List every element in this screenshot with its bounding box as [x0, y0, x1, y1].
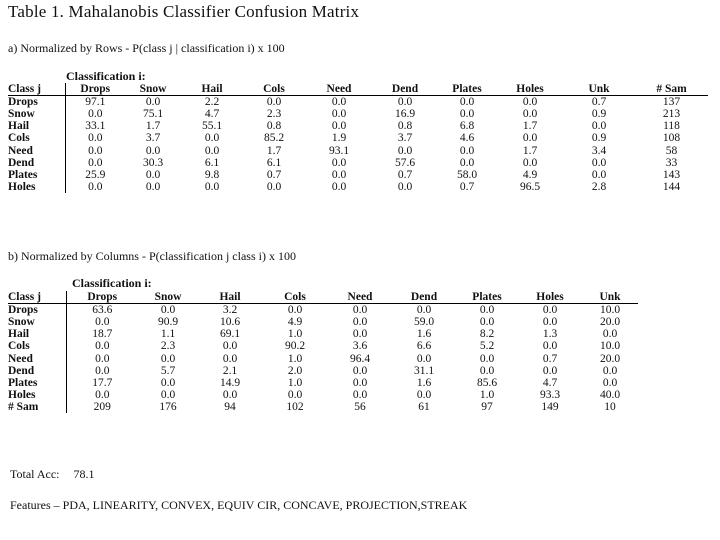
- matrix-a-cell: 4.6: [459, 132, 475, 145]
- matrix-b-cell: 0.0: [160, 352, 176, 365]
- matrix-b-cell: 1.0: [287, 328, 303, 341]
- matrix-a-cell: 0.0: [145, 144, 161, 157]
- matrix-b-cell: 0.0: [542, 364, 558, 377]
- matrix-a-row-label: Cols: [8, 132, 65, 144]
- matrix-b-column-header: Drops: [66, 291, 138, 304]
- matrix-a-column-header: Dend: [373, 83, 437, 96]
- matrix-a-cell: 33.1: [85, 120, 106, 133]
- matrix-b-cell: 18.7: [92, 328, 113, 341]
- matrix-b-cell: 209: [93, 400, 111, 413]
- matrix-a-cell: 0.0: [459, 156, 475, 169]
- matrix-a-cell: 0.9: [591, 108, 607, 121]
- matrix-a-cell: 0.0: [397, 96, 413, 109]
- matrix-b-cell: 0.0: [352, 316, 368, 329]
- matrix-b-cell: 0.0: [160, 304, 176, 317]
- matrix-a-cell: 0.0: [266, 96, 282, 109]
- matrix-b-cell: 0.0: [222, 388, 238, 401]
- matrix-a-cell: 0.7: [397, 168, 413, 181]
- matrix-a-table-row: [8, 157, 708, 169]
- matrix-a-cell: 0.0: [145, 168, 161, 181]
- matrix-b-cell: 0.0: [160, 376, 176, 389]
- matrix-a-cell: 0.0: [331, 180, 347, 193]
- matrix-a-cell: 0.9: [591, 132, 607, 145]
- matrix-a-cell: 0.0: [397, 144, 413, 157]
- matrix-a-cell: 137: [662, 96, 681, 109]
- matrix-b-table-row: [8, 401, 638, 413]
- matrix-a-cell: 2.8: [591, 180, 607, 193]
- matrix-a-cell: 1.7: [145, 120, 161, 133]
- matrix-b-table-row: [8, 365, 638, 377]
- matrix-b-cell: 3.2: [222, 304, 238, 317]
- matrix-b-cell: 20.0: [599, 316, 621, 329]
- matrix-b-class-j-header: Class j: [8, 291, 66, 304]
- matrix-a-cell: 0.0: [88, 144, 103, 157]
- matrix-a-cell: 0.0: [145, 180, 161, 193]
- matrix-b-cell: 176: [159, 400, 177, 413]
- matrix-b-cell: 5.2: [479, 340, 495, 353]
- matrix-b-cell: 17.7: [92, 376, 113, 389]
- total-accuracy: [10, 467, 94, 482]
- matrix-b-cell: 4.7: [542, 376, 558, 389]
- matrix-b-cell: 85.6: [476, 376, 498, 389]
- matrix-a-cell: 16.9: [394, 108, 416, 121]
- matrix-a-row-label: Hail: [8, 120, 65, 132]
- matrix-b-row-label: Drops: [8, 304, 66, 317]
- matrix-b-cell: 102: [286, 400, 304, 413]
- section-b-subtitle: b) Normalized by Columns - P(classification j class i) x 100: [8, 249, 296, 263]
- matrix-b-cell: 56: [354, 400, 366, 413]
- matrix-a-cell: 0.7: [459, 180, 475, 193]
- matrix-a-cell: 3.7: [397, 132, 413, 145]
- matrix-b-cell: 6.6: [416, 340, 432, 353]
- matrix-b-row-label: Cols: [8, 340, 66, 352]
- matrix-b-column-header: Dend: [392, 291, 456, 304]
- matrix-b-cell: 0.0: [602, 376, 618, 389]
- matrix-b-table-row: [8, 328, 638, 340]
- matrix-a-cell: 1.7: [522, 120, 538, 133]
- matrix-b-cell: 10.6: [219, 316, 241, 329]
- matrix-a-cell: 108: [662, 132, 681, 145]
- matrix-a-cell: 0.0: [522, 156, 538, 169]
- matrix-a-cell: 0.0: [88, 180, 103, 193]
- matrix-b-cell: 20.0: [599, 352, 621, 365]
- matrix-a-cell: 30.3: [142, 156, 164, 169]
- matrix-b-cell: 10.0: [599, 340, 621, 353]
- matrix-a-cell: 33: [665, 156, 678, 169]
- matrix-a-column-header: Drops: [65, 83, 125, 96]
- matrix-a-row-label: Dend: [8, 157, 65, 169]
- section-a-subtitle: a) Normalized by Rows - P(class j | classification i) x 100: [8, 41, 285, 55]
- matrix-b-column-header: Cols: [262, 291, 328, 304]
- matrix-b-cell: 10.0: [599, 304, 621, 317]
- matrix-b-cell: 0.0: [479, 352, 495, 365]
- matrix-a-cell: 213: [662, 108, 681, 121]
- matrix-b-row-label: # Sam: [8, 401, 66, 413]
- matrix-b-cell: 0.0: [352, 364, 368, 377]
- matrix-b-column-header: Hail: [198, 291, 262, 304]
- matrix-a-cell: 97.1: [85, 96, 106, 109]
- matrix-a-row-label: Plates: [8, 169, 65, 181]
- matrix-a-row-label: Snow: [8, 108, 65, 120]
- matrix-b-cell: 4.9: [287, 316, 303, 329]
- matrix-a-cell: 58.0: [456, 168, 478, 181]
- matrix-a-cell: 0.8: [397, 120, 413, 133]
- matrix-a-cell: 0.0: [522, 108, 538, 121]
- matrix-a-cell: 143: [662, 168, 681, 181]
- matrix-a-cell: 0.0: [331, 120, 347, 133]
- features-list: Features – PDA, LINEARITY, CONVEX, EQUIV CIR, CONCAVE, PROJECTION,STREAK: [10, 498, 468, 512]
- matrix-a-cell: 25.9: [85, 168, 106, 181]
- matrix-b-column-header: Snow: [138, 291, 198, 304]
- matrix-b-table-row: [8, 377, 638, 389]
- matrix-a-cell: 58: [665, 144, 678, 157]
- matrix-b-cell: 10: [604, 400, 616, 413]
- matrix-b-cell: 0.0: [602, 364, 618, 377]
- matrix-b-cell: 0.0: [95, 352, 110, 365]
- matrix-b-row-label: Hail: [8, 328, 66, 340]
- matrix-a-cell: 9.8: [204, 168, 220, 181]
- matrix-b-row-label: Plates: [8, 377, 66, 389]
- matrix-b-cell: 0.0: [95, 364, 110, 377]
- matrix-a-cell: 144: [662, 180, 681, 193]
- matrix-a-cell: 0.0: [331, 108, 347, 121]
- matrix-a-cell: 0.0: [522, 96, 538, 109]
- matrix-a-column-header: Holes: [497, 83, 563, 96]
- matrix-b-cell: 0.0: [352, 328, 368, 341]
- matrix-b-cell: 0.0: [95, 316, 110, 329]
- matrix-a-cell: 2.2: [204, 96, 220, 109]
- matrix-b-cell: 2.1: [222, 364, 238, 377]
- matrix-a-cell: 118: [663, 120, 680, 133]
- section-a-classification-label: Classification i:: [66, 69, 146, 83]
- matrix-a-column-header: # Sam: [635, 83, 708, 96]
- matrix-a-cell: 0.0: [459, 108, 475, 121]
- matrix-a-cell: 0.0: [88, 132, 103, 145]
- matrix-b-cell: 0.0: [542, 304, 558, 317]
- matrix-a-cell: 4.7: [204, 108, 220, 121]
- matrix-a-row-label: Need: [8, 144, 65, 156]
- matrix-b-cell: 63.6: [92, 304, 113, 317]
- matrix-a-cell: 0.0: [204, 132, 220, 145]
- matrix-a-cell: 1.9: [331, 132, 347, 145]
- matrix-b-cell: 0.0: [602, 328, 618, 341]
- matrix-a-cell: 55.1: [201, 120, 223, 133]
- matrix-b-cell: 1.0: [287, 376, 303, 389]
- matrix-b-cell: 0.0: [352, 376, 368, 389]
- matrix-a-cell: 0.0: [331, 96, 347, 109]
- matrix-a-column-header: Need: [305, 83, 373, 96]
- matrix-a-cell: 0.0: [459, 144, 475, 157]
- matrix-b-cell: 0.0: [416, 388, 432, 401]
- matrix-b-cell: 1.1: [160, 328, 176, 341]
- matrix-b-column-header: Plates: [456, 291, 518, 304]
- matrix-a-cell: 0.0: [522, 132, 538, 145]
- matrix-b-cell: 0.0: [287, 388, 303, 401]
- matrix-a-cell: 6.1: [204, 156, 220, 169]
- matrix-b-cell: 0.0: [479, 316, 495, 329]
- matrix-b-column-header: Holes: [518, 291, 582, 304]
- matrix-a-cell: 57.6: [394, 156, 416, 169]
- matrix-b-cell: 40.0: [599, 388, 621, 401]
- matrix-b-row-label: Snow: [8, 316, 66, 328]
- matrix-a-class-j-header: Class j: [8, 83, 65, 96]
- matrix-b-cell: 0.0: [416, 304, 432, 317]
- matrix-a-table-row: [8, 169, 708, 181]
- matrix-a-cell: 0.0: [591, 168, 607, 181]
- matrix-b-cell: 61: [418, 400, 430, 413]
- matrix-b-cell: 97: [481, 400, 493, 413]
- matrix-a-column-header: Snow: [125, 83, 181, 96]
- confusion-matrix-columns: [8, 291, 638, 413]
- matrix-a-table-row: [8, 132, 708, 144]
- matrix-b-row-label: Dend: [8, 365, 66, 377]
- matrix-a-cell: 0.0: [266, 180, 282, 193]
- matrix-b-column-header: Unk: [582, 291, 638, 304]
- matrix-a-cell: 0.0: [397, 180, 413, 193]
- total-accuracy-value: 78.1: [73, 467, 95, 481]
- matrix-a-cell: 3.4: [591, 144, 607, 157]
- matrix-a-cell: 6.8: [459, 120, 475, 133]
- matrix-a-cell: 6.1: [266, 156, 282, 169]
- total-accuracy-label: Total Acc:: [10, 467, 60, 481]
- matrix-a-cell: 1.7: [266, 144, 282, 157]
- matrix-b-cell: 0.0: [95, 340, 110, 353]
- matrix-a-table-row: [8, 96, 708, 109]
- matrix-a-cell: 85.2: [263, 132, 285, 145]
- matrix-a-cell: 0.0: [591, 120, 607, 133]
- matrix-a-row-label: Holes: [8, 181, 65, 193]
- matrix-b-cell: 1.6: [416, 376, 432, 389]
- matrix-b-cell: 0.0: [287, 304, 303, 317]
- matrix-a-cell: 75.1: [142, 108, 164, 121]
- matrix-b-cell: 0.0: [352, 388, 368, 401]
- matrix-b-cell: 1.3: [542, 328, 558, 341]
- matrix-a-cell: 0.0: [204, 144, 220, 157]
- matrix-b-cell: 94: [224, 400, 236, 413]
- matrix-b-cell: 0.0: [416, 352, 432, 365]
- matrix-b-cell: 0.0: [222, 340, 238, 353]
- matrix-b-cell: 149: [541, 400, 559, 413]
- matrix-a-cell: 0.0: [331, 156, 347, 169]
- matrix-b-table-row: [8, 352, 638, 364]
- section-b-classification-label: Classification i:: [72, 276, 152, 290]
- matrix-b-row-label: Holes: [8, 389, 66, 401]
- matrix-b-table-row: [8, 389, 638, 401]
- matrix-a-table-row: [8, 108, 708, 120]
- document-title: Table 1. Mahalanobis Classifier Confusion Matrix: [8, 2, 360, 21]
- matrix-a-cell: 0.7: [591, 96, 607, 109]
- matrix-a-cell: 93.1: [328, 144, 350, 157]
- matrix-a-row-label: Drops: [8, 96, 65, 109]
- matrix-a-cell: 0.0: [145, 96, 161, 109]
- matrix-b-cell: 0.0: [479, 364, 495, 377]
- matrix-a-cell: 0.0: [331, 168, 347, 181]
- matrix-b-cell: 0.0: [479, 304, 495, 317]
- matrix-a-cell: 4.9: [522, 168, 538, 181]
- matrix-b-cell: 1.0: [287, 352, 303, 365]
- matrix-b-cell: 0.0: [95, 388, 110, 401]
- matrix-b-cell: 90.9: [157, 316, 179, 329]
- matrix-a-table-row: [8, 120, 708, 132]
- matrix-b-cell: 1.6: [416, 328, 432, 341]
- matrix-b-cell: 14.9: [219, 376, 241, 389]
- matrix-b-cell: 0.0: [222, 352, 238, 365]
- matrix-b-cell: 1.0: [479, 388, 495, 401]
- matrix-a-column-header: Unk: [563, 83, 635, 96]
- matrix-b-cell: 2.3: [160, 340, 176, 353]
- matrix-a-column-header: Hail: [181, 83, 243, 96]
- matrix-b-cell: 90.2: [284, 340, 306, 353]
- matrix-b-cell: 0.0: [160, 388, 176, 401]
- matrix-a-cell: 0.0: [459, 96, 475, 109]
- matrix-b-table-row: [8, 340, 638, 352]
- matrix-b-column-header: Need: [328, 291, 392, 304]
- matrix-b-cell: 96.4: [349, 352, 371, 365]
- matrix-a-cell: 1.7: [522, 144, 538, 157]
- matrix-b-cell: 0.0: [352, 304, 368, 317]
- matrix-a-column-header: Cols: [243, 83, 305, 96]
- matrix-a-cell: 96.5: [519, 180, 541, 193]
- matrix-b-cell: 59.0: [413, 316, 435, 329]
- matrix-b-cell: 93.3: [539, 388, 561, 401]
- matrix-a-cell: 0.7: [266, 168, 282, 181]
- matrix-a-column-header: Plates: [437, 83, 497, 96]
- matrix-b-cell: 0.0: [542, 340, 558, 353]
- matrix-b-cell: 5.7: [160, 364, 176, 377]
- matrix-b-cell: 31.1: [413, 364, 435, 377]
- matrix-a-cell: 0.0: [88, 156, 103, 169]
- matrix-b-cell: 69.1: [219, 328, 241, 341]
- matrix-a-cell: 0.0: [591, 156, 607, 169]
- matrix-b-cell: 3.6: [352, 340, 368, 353]
- matrix-a-cell: 0.0: [88, 108, 103, 121]
- matrix-b-cell: 8.2: [479, 328, 495, 341]
- matrix-b-row-label: Need: [8, 352, 66, 364]
- matrix-a-table-row: [8, 181, 708, 193]
- confusion-matrix-rows: [8, 83, 708, 193]
- matrix-b-cell: 0.7: [542, 352, 558, 365]
- matrix-a-table-row: [8, 144, 708, 156]
- matrix-a-cell: 0.0: [204, 180, 220, 193]
- matrix-b-cell: 0.0: [542, 316, 558, 329]
- matrix-a-cell: 0.8: [266, 120, 282, 133]
- matrix-b-table-row: [8, 316, 638, 328]
- matrix-b-table-row: [8, 304, 638, 317]
- matrix-a-cell: 2.3: [266, 108, 282, 121]
- matrix-a-cell: 3.7: [145, 132, 161, 145]
- matrix-b-cell: 2.0: [287, 364, 303, 377]
